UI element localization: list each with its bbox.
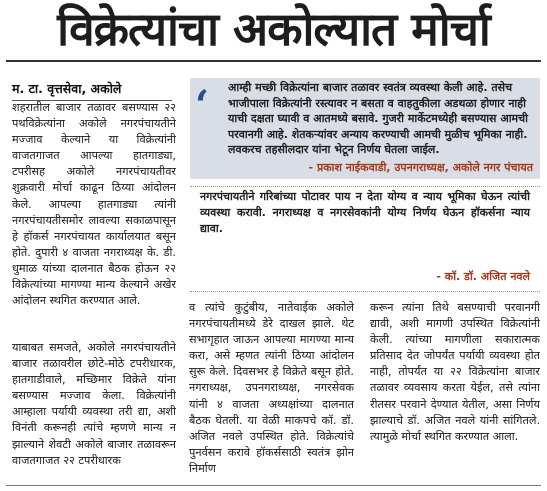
headline: विक्रेत्यांचा अकोल्यात मोर्चा <box>57 2 490 56</box>
article-column-1: शहरातील बाजार तळावर बसण्यास २२ पथविक्रेत्यांना अकोले नगरपंचायतीने मज्जाव केल्याने या विक्रेत्यांनी वाजतगाजत आपल्या हातगाड्या, टपरीसह अकोले नगरपंचायतीवर शुक्रवारी मोर्चा काढून ठिय्या आंदोलन केले. आपल्या हातगाड्या त्यांनी नगरपंचायतीसमोर लावल्या सकाळपासून हे हॉकर्स नगरपंचायत कार्यालयात बसून होते. दुपारी ४ वाजता नगराध्यक्ष के. डी. धुमाळ यांच्या दालनात बैठक होऊन २२ विक्रेत्यांच्या मागण्या मान्य केल्याने अखेर आंदोलन स्थगित करण्यात आले. <box>12 101 176 308</box>
quote-mark-icon: ‘ <box>195 82 209 129</box>
article-column-1b: याबाबत समजते, अकोले नगरपंचायतीने बाजार तळावरील छोटे-मोठे टपरीधारक, हातगाडीवाले, मच्छिमार विक्रेते यांना बसण्यास मज्जाव केला. विक्रेत्यांनी आम्हाला पर्यायी व्यवस्था तरी द्या, अशी विनंती करूनही त्यांचे म्हणणे मान्य न झाल्याने शेवटी अकोले बाजार तळावरून वाजतगाजत २२ टपरीधारक <box>12 341 176 467</box>
bottom-rule <box>6 485 541 486</box>
quote-box-1 <box>190 78 540 179</box>
quote-author-1: - प्रकाश नाईकवाडी, उपनगराध्यक्ष, अकोले नगर पंचायत <box>308 161 533 174</box>
quote-text-1: आम्ही मच्छी विक्रेत्यांना बाजार तळावर स्वतंत्र व्यवस्था केली आहे. तसेच भाजीपाला विक्रेत्यांनी रस्त्यावर न बसता व वाहतुकीला अडथळा होणार नाही याची दक्षता घ्यावी व आतमध्ये बसावे. गुजरी मार्केटमध्येही बसण्यास आमची परवानगी आहे. शेतकऱ्यांवर अन्याय करण्याची आमची मुळीच भूमिका नाही. लवकरच तहसीलदार यांना भेटून निर्णय घेतला जाईल. <box>228 81 528 156</box>
article-column-2: व त्यांचे कुटुंबीय, नातेवाईक अकोले नगरपंचायतीमध्ये डेरे दाखल झाले. थेट सभागृहात जाऊन आपल्या मागण्या मान्य करा, असे म्हणत त्यांनी ठिय्या आंदोलन सुरू केले. दिवसभर हे विक्रेते बसून होते. नगराध्यक्ष, उपनगराध्यक्ष, नगरसेवक यांनी ४ वाजता अध्यक्षांच्या दालनात बैठक घेतली. या वेळी माकपचे कॉ. डॉ. अजित नवले उपस्थित होते. विक्रेत्यांचे पुनर्वसन करावे हॉकर्ससाठी स्वतंत्र झोन निर्माण <box>189 301 354 475</box>
headline-rule <box>6 60 541 62</box>
article-column-3: करून त्यांना तिथे बसण्याची परवानगी द्यावी, अशी मागणी उपस्थित विक्रेत्यांनी केली. त्यांच्या मागणीला सकारात्मक प्रतिसाद देत जोपर्यंत पर्यायी व्यवस्था होत नाही, तोपर्यंत या २२ विक्रेत्यांना बाजार तळावर व्यवसाय करता येईल, तसे त्यांना रीतसर परवाने देण्यात येतील, असा निर्णय झाल्याचे डॉ. अजित नवले यांनी सांगितले. त्यामुळे मोर्चा स्थगित करण्यात आला. <box>370 301 540 443</box>
byline: म. टा. वृत्तसेवा, अकोले <box>12 80 172 101</box>
quote-text-2: नगरपंचायतीने गरिबांच्या पोटावर पाय न देता योग्य व न्याय भूमिका घेऊन त्यांची व्यवस्था करावी. नगराध्यक्ष व नगरसेवकांनी योग्य निर्णय घेऊन हॉकर्सना न्याय द्यावा. <box>200 190 530 235</box>
quote-box-2 <box>190 186 540 292</box>
quote-author-2: - कॉ. डॉ. अजित नवले <box>436 270 530 283</box>
